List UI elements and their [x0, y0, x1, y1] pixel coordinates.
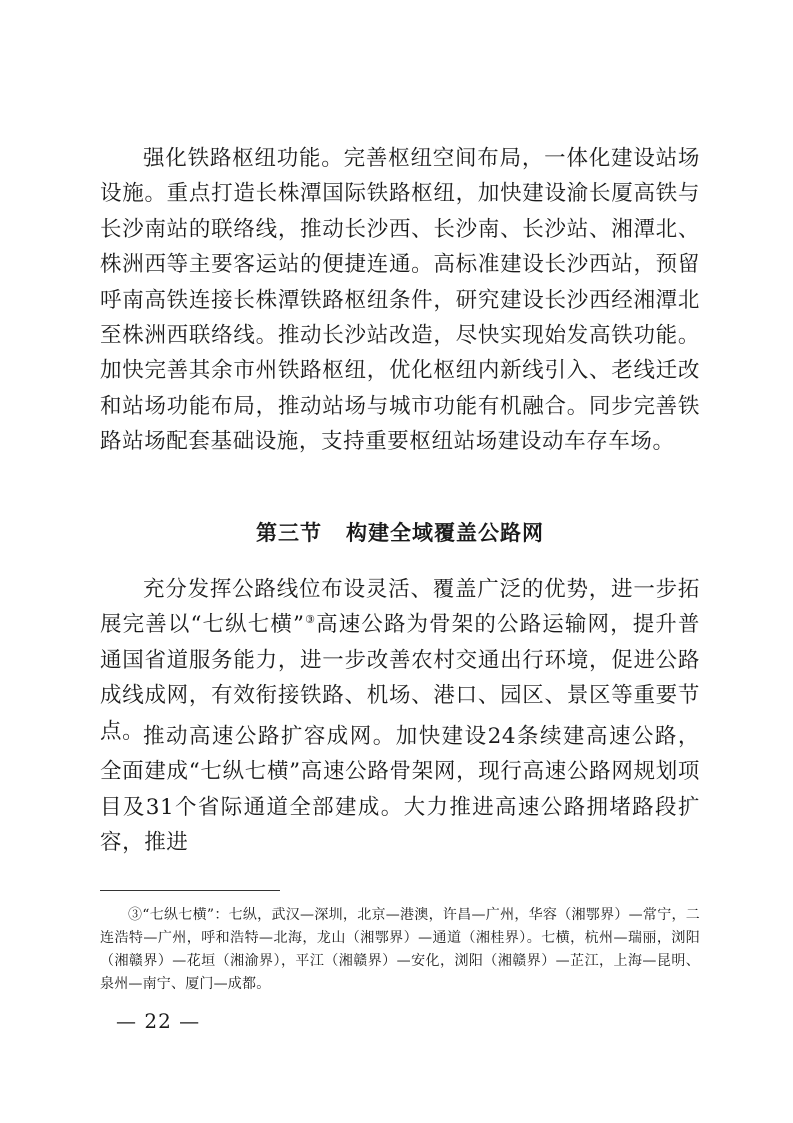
- footnote-reference[interactable]: ③: [304, 613, 317, 627]
- section-title: 构建全域覆盖公路网: [346, 521, 544, 545]
- footnote-divider: [100, 890, 280, 891]
- page-number: — 22 —: [116, 1009, 201, 1033]
- paragraph-text: 充分发挥公路线位布设灵活、覆盖广泛的优势，进一步拓展完善以“七纵七横”: [100, 577, 700, 638]
- footnote: ③“七纵七横”：七纵，武汉—深圳，北京—港澳，许昌—广州，华容（湘鄂界）—常宁，二连浩特—广州，呼和浩特—北海，龙山（湘鄂界）—通道（湘桂界）。七横，杭州—瑞丽，浏阳（湘赣界）—花垣（湘渝界），平江（湘赣界）—安化，浏阳（湘赣界）—芷江，上海—昆明、泉州—南宁、厦门—成都。: [100, 907, 700, 992]
- section-number: 第三节: [256, 521, 322, 545]
- paragraph-railway-hub: 强化铁路枢纽功能。完善枢纽空间布局，一体化建设站场设施。重点打造长株潭国际铁路枢纽，加快建设渝长厦高铁与长沙南站的联络线，推动长沙西、长沙南、长沙站、湘潭北、株洲西等主要客运站的便捷连通。高标准建设长沙西站，预留呼南高铁连接长株潭铁路枢纽条件，研究建设长沙西经湘潭北至株洲西联络线。推动长沙站改造，尽快实现始发高铁功能。加快完善其余市州铁路枢纽，优化枢纽内新线引入、老线迁改和站场功能布局，推动站场与城市功能有机融合。同步完善铁路站场配套基础设施，支持重要枢纽站场建设动车存车场。: [100, 146, 700, 455]
- paragraph-expressway-expansion: 推动高速公路扩容成网。加快建设24条续建高速公路，全面建成“七纵七横”高速公路骨架网，现行高速公路网规划项目及31个省际通道全部建成。大力推进高速公路拥堵路段扩容，推进: [100, 724, 700, 856]
- section-heading: [100, 518, 700, 548]
- paragraph-text: 高速公路为骨架的公路运输网，提升普通国省道服务能力，进一步改善农村交通出行环境，促进公路成线成网，有效衔接铁路、机场、港口、园区、景区等重要节点。: [100, 612, 701, 744]
